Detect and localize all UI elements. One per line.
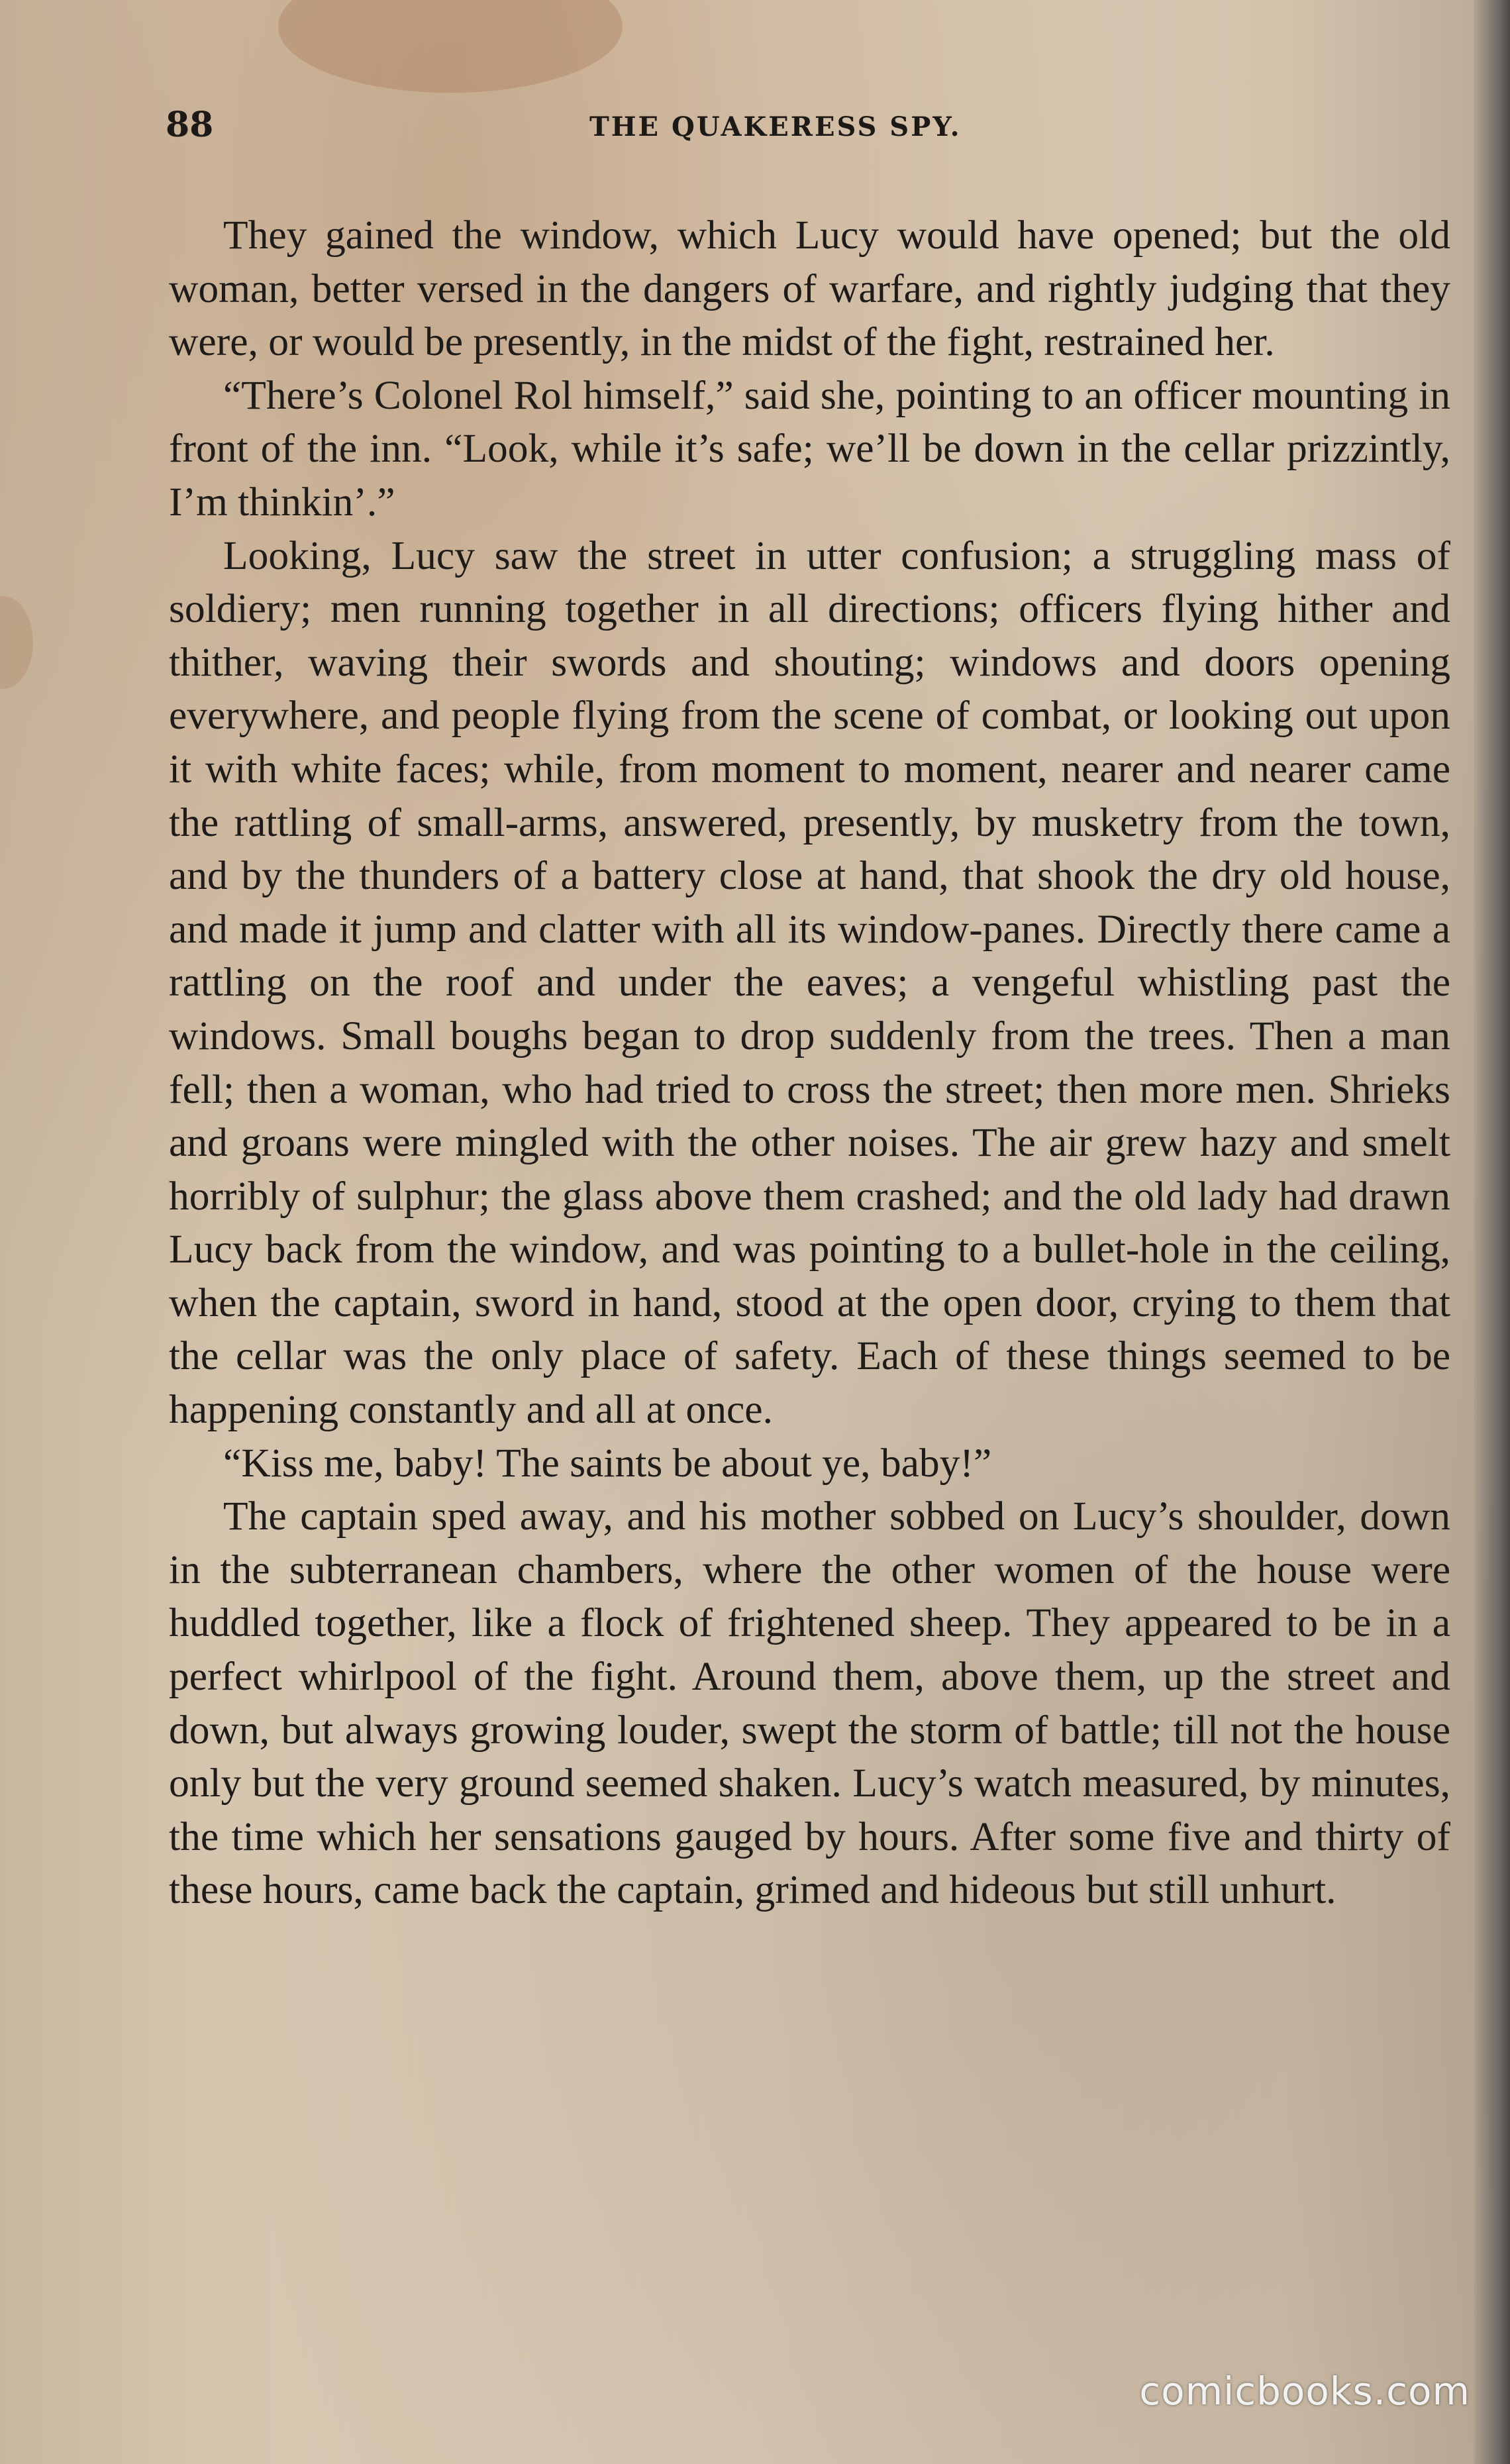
watermark: comicbooks.com: [1139, 2369, 1470, 2414]
paragraph: Looking, Lucy saw the street in utter confusion; a struggling mass of soldiery; men running together in all directions; officers flying hither and thither, waving their swords and shouting; windows and doors opening everywhere, and people flying from the scene of combat, or looking out upon it with white faces; while, from moment to moment, nearer and nearer came the rattling of small-arms, answered, presently, by musketry from the town, and by the thunders of a battery close at hand, that shook the dry old house, and made it jump and clatter with all its window-panes. Directly there came a rattling on the roof and under the eaves; a vengeful whistling past the windows. Small boughs began to drop suddenly from the trees. Then a man fell; then a woman, who had tried to cross the street; then more men. Shrieks and groans were mingled with the other noises. The air grew hazy and smelt horribly of sulphur; the glass above them crashed; and the old lady had drawn Lucy back from the window, and was pointing to a bullet-hole in the ceiling, when the captain, sword in hand, stood at the open door, crying to them that the cellar was the only place of safety. Each of these things seemed to be happening constantly and all at once.: [169, 533, 1450, 1433]
running-head: THE QUAKERESS SPY.: [589, 111, 962, 142]
paragraph: “Kiss me, baby! The saints be about ye, baby!”: [223, 1440, 992, 1486]
page-number: 88: [166, 105, 214, 145]
page-header: [0, 105, 1510, 151]
paragraph: “There’s Colonel Rol himself,” said she, pointing to an officer mounting in front of the inn. “Look, while it’s safe; we’ll be down in the cellar prizzintly, I’m thinkin’.”: [169, 372, 1450, 525]
paragraph: They gained the window, which Lucy would have opened; but the old woman, better versed in the dangers of warfare, and rightly judging that they were, or would be presently, in the midst of the fight, restrained her.: [169, 213, 1450, 365]
paper-stain: [0, 596, 33, 689]
body-text: [169, 209, 1450, 1917]
page-edge: [1474, 0, 1510, 2464]
paper-stain: [278, 0, 623, 93]
paragraph: The captain sped away, and his mother sobbed on Lucy’s shoulder, down in the subterranean chambers, where the other women of the house were huddled together, like a flock of frightened sheep. They appeared to be in a perfect whirlpool of the fight. Around them, above them, up the street and down, but always growing louder, swept the storm of battle; till not the house only but the very ground seemed shaken. Lucy’s watch measured, by minutes, the time which her sensations gauged by hours. After some five and thirty of these hours, came back the captain, grimed and hideous but still unhurt.: [169, 1494, 1450, 1913]
